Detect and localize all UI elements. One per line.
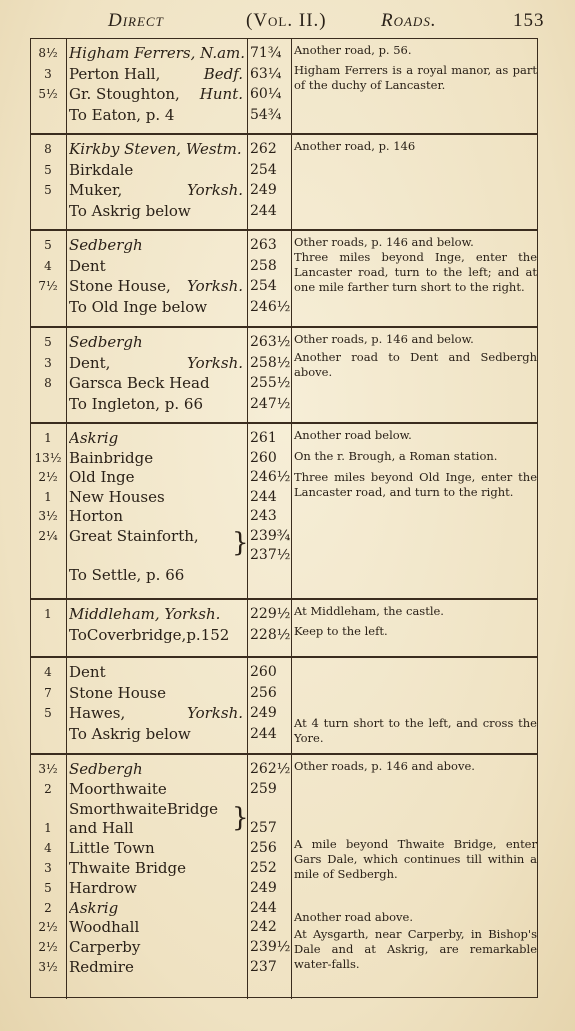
place-name bbox=[69, 105, 245, 125]
miles-from-london: 255½ bbox=[250, 375, 291, 391]
route-section bbox=[31, 231, 537, 328]
place-name bbox=[69, 662, 245, 682]
place-text: Moorthwaite bbox=[69, 779, 167, 798]
place-name bbox=[69, 394, 245, 414]
header-volume: (Vol. II.) bbox=[246, 10, 327, 31]
miles-from-london: 263 bbox=[250, 237, 277, 253]
running-header bbox=[100, 6, 548, 36]
route-section bbox=[31, 328, 537, 424]
route-section bbox=[31, 135, 537, 231]
stage-distance: 5 bbox=[44, 335, 52, 349]
miles-from-london: 262 bbox=[250, 141, 277, 157]
table-row bbox=[31, 662, 537, 682]
miles-from-london: 228½ bbox=[250, 626, 291, 643]
stage-distance: 4 bbox=[44, 665, 52, 679]
place-text: Middleham, Yorksh. bbox=[69, 605, 221, 623]
miles-from-london: 258½ bbox=[250, 354, 291, 371]
place-text: Higham Ferrers, N.am. bbox=[69, 44, 245, 62]
stage-distance: 5 bbox=[44, 706, 52, 720]
place-name bbox=[69, 565, 245, 585]
miles-from-london: 244 bbox=[250, 202, 277, 219]
stage-distance: 8½ bbox=[38, 46, 58, 60]
place-text: Carperby bbox=[69, 938, 141, 957]
stage-distance: 2½ bbox=[38, 920, 58, 935]
place-name bbox=[69, 84, 245, 104]
county-abbrev: Yorksh. bbox=[186, 704, 243, 722]
miles-from-london: 261 bbox=[250, 430, 277, 446]
stage-distance: 2 bbox=[44, 900, 52, 915]
stage-distance: 1 bbox=[44, 489, 52, 504]
route-note: Other roads, p. 146 and below. bbox=[294, 332, 474, 346]
route-note: Other roads, p. 146 and above. bbox=[294, 759, 475, 773]
miles-from-london: 239¾ bbox=[250, 527, 291, 544]
route-note: Three miles beyond Inge, enter the Lancaster road, turn to the left; and at one mile farther turn short to the right. bbox=[294, 250, 537, 294]
table-row bbox=[31, 545, 537, 565]
miles-from-london: 229½ bbox=[250, 606, 291, 622]
stage-distance: 2 bbox=[44, 781, 52, 796]
table-row bbox=[31, 201, 537, 221]
place-text: Muker, bbox=[69, 181, 123, 199]
place-name bbox=[69, 180, 245, 200]
stage-distance: 3 bbox=[44, 66, 52, 81]
stage-distance: 7 bbox=[44, 685, 52, 700]
place-text: Birkdale bbox=[69, 160, 134, 179]
place-text: Thwaite Bridge bbox=[69, 859, 186, 877]
stage-distance: 3½ bbox=[38, 762, 58, 776]
place-text: Stone House bbox=[69, 683, 166, 702]
route-note: Another road to Dent and Sedbergh above. bbox=[294, 350, 537, 379]
place-name bbox=[69, 625, 245, 645]
route-section bbox=[31, 39, 537, 135]
place-name bbox=[69, 373, 245, 393]
place-name bbox=[69, 917, 245, 937]
miles-from-london: 63¼ bbox=[250, 65, 282, 82]
place-name bbox=[69, 838, 245, 858]
place-text: Old Inge bbox=[69, 468, 135, 486]
stage-distance: 7½ bbox=[38, 279, 58, 293]
place-text: Hawes, bbox=[69, 704, 126, 722]
place-text: Stone House, bbox=[69, 277, 171, 295]
stage-distance: 1 bbox=[44, 431, 52, 445]
place-text: New Houses bbox=[69, 487, 165, 506]
route-section bbox=[31, 658, 537, 755]
place-name bbox=[69, 467, 245, 487]
miles-from-london: 249 bbox=[250, 705, 277, 721]
place-name bbox=[69, 818, 245, 838]
miles-from-london: 239½ bbox=[250, 939, 291, 956]
place-text: Great Stainforth, bbox=[69, 526, 199, 545]
table-row bbox=[31, 180, 537, 200]
place-text: Garsca Beck Head bbox=[69, 374, 210, 392]
place-name bbox=[69, 878, 245, 898]
stage-distance: 2¼ bbox=[38, 528, 58, 543]
place-text: To Old Inge below bbox=[69, 297, 208, 316]
place-text: SmorthwaiteBridge bbox=[69, 799, 218, 818]
place-name bbox=[69, 276, 245, 296]
route-section bbox=[31, 600, 537, 658]
miles-from-london: 244 bbox=[250, 725, 277, 742]
place-name bbox=[69, 487, 245, 507]
miles-from-london: 257 bbox=[250, 820, 277, 837]
place-text: Redmire bbox=[69, 958, 134, 976]
brace-mark: } bbox=[232, 802, 249, 833]
stage-distance: 4 bbox=[44, 841, 52, 856]
header-roads: Roads. bbox=[381, 10, 437, 31]
place-name bbox=[69, 759, 245, 779]
table-row bbox=[31, 683, 537, 703]
route-note: Keep to the left. bbox=[294, 624, 388, 638]
place-text: Bainbridge bbox=[69, 448, 154, 467]
county-abbrev: Bedf. bbox=[203, 64, 243, 83]
place-name bbox=[69, 683, 245, 703]
stage-distance: 3½ bbox=[38, 509, 58, 523]
place-text: Askrig bbox=[69, 898, 119, 917]
place-name bbox=[69, 957, 245, 977]
place-name bbox=[69, 428, 245, 448]
place-text: To Ingleton, p. 66 bbox=[69, 394, 203, 413]
miles-from-london: 260 bbox=[250, 449, 277, 466]
place-name bbox=[69, 779, 245, 799]
place-name bbox=[69, 332, 245, 352]
table-row bbox=[31, 799, 537, 819]
place-name bbox=[69, 448, 245, 468]
place-text: To Askrig below bbox=[69, 201, 191, 220]
place-text: Sedbergh bbox=[69, 760, 143, 778]
table-row bbox=[31, 297, 537, 317]
place-text: Woodhall bbox=[69, 918, 140, 937]
stage-distance: 5 bbox=[44, 162, 52, 177]
place-text: Dent, bbox=[69, 353, 111, 372]
miles-from-london: 263½ bbox=[250, 334, 291, 350]
miles-from-london: 244 bbox=[250, 899, 277, 916]
place-name bbox=[69, 353, 245, 373]
place-name bbox=[69, 64, 245, 84]
place-text: Askrig bbox=[69, 429, 119, 447]
place-text: Sedbergh bbox=[69, 236, 143, 254]
route-note: A mile beyond Thwaite Bridge, enter Gars Dale, which continues till within a mile of Sedbergh. bbox=[294, 837, 537, 881]
route-note: Another road, p. 56. bbox=[294, 43, 412, 57]
miles-from-london: 243 bbox=[250, 508, 277, 524]
page-number: 153 bbox=[513, 10, 545, 31]
place-name bbox=[69, 703, 245, 723]
place-text: Hardrow bbox=[69, 878, 137, 897]
place-name bbox=[69, 526, 245, 546]
place-name bbox=[69, 160, 245, 180]
place-text: Horton bbox=[69, 507, 124, 525]
miles-from-london: 247½ bbox=[250, 395, 291, 412]
route-note: On the r. Brough, a Roman station. bbox=[294, 449, 498, 463]
table-row bbox=[31, 526, 537, 546]
county-abbrev: Yorksh. bbox=[186, 353, 243, 372]
stage-distance: 5 bbox=[44, 880, 52, 895]
place-name bbox=[69, 297, 245, 317]
place-name bbox=[69, 724, 245, 744]
miles-from-london: 246½ bbox=[250, 469, 291, 485]
place-text: Sedbergh bbox=[69, 333, 143, 351]
stage-distance: 13½ bbox=[34, 450, 62, 465]
route-note: At Aysgarth, near Carperby, in Bishop's Dale and at Askrig, are remarkable water-falls. bbox=[294, 927, 537, 971]
place-text: Kirkby Steven, Westm. bbox=[69, 140, 242, 158]
place-name bbox=[69, 235, 245, 255]
miles-from-london: 252 bbox=[250, 860, 277, 876]
place-name bbox=[69, 256, 245, 276]
stage-distance: 8 bbox=[44, 142, 52, 156]
stage-distance: 2½ bbox=[38, 470, 58, 484]
place-name bbox=[69, 898, 245, 918]
place-name bbox=[69, 201, 245, 221]
route-note: Another road, p. 146 bbox=[294, 139, 416, 153]
place-name bbox=[69, 937, 245, 957]
miles-from-london: 244 bbox=[250, 488, 277, 505]
route-note: At 4 turn short to the left, and cross the Yore. bbox=[294, 716, 537, 745]
stage-distance: 3 bbox=[44, 861, 52, 875]
miles-from-london: 246½ bbox=[250, 298, 291, 315]
miles-from-london: 260 bbox=[250, 664, 277, 680]
place-name bbox=[69, 858, 245, 878]
miles-from-london: 249 bbox=[250, 182, 277, 198]
route-note: Three miles beyond Old Inge, enter the Lancaster road, and turn to the right. bbox=[294, 470, 537, 499]
county-abbrev: Yorksh. bbox=[186, 277, 243, 295]
miles-from-london: 237½ bbox=[250, 547, 291, 563]
route-note: Higham Ferrers is a royal manor, as part of the duchy of Lancaster. bbox=[294, 63, 537, 92]
miles-from-london: 254 bbox=[250, 278, 277, 294]
table-row bbox=[31, 779, 537, 799]
miles-from-london: 242 bbox=[250, 919, 277, 936]
miles-from-london: 258 bbox=[250, 257, 277, 274]
table-row bbox=[31, 506, 537, 526]
route-note: At Middleham, the castle. bbox=[294, 604, 444, 618]
stage-distance: 4 bbox=[44, 258, 52, 273]
stage-distance: 8 bbox=[44, 376, 52, 390]
place-name bbox=[69, 43, 245, 63]
place-text: To Eaton, p. 4 bbox=[69, 105, 175, 124]
place-text: and Hall bbox=[69, 819, 134, 838]
header-direct: Direct bbox=[108, 10, 164, 31]
stage-distance: 5½ bbox=[38, 87, 58, 101]
miles-from-london: 249 bbox=[250, 879, 277, 896]
table-row bbox=[31, 105, 537, 125]
county-abbrev: Hunt. bbox=[199, 85, 243, 103]
table-row bbox=[31, 818, 537, 838]
miles-from-london: 71¾ bbox=[250, 45, 282, 61]
route-note: Other roads, p. 146 and below. bbox=[294, 235, 474, 249]
place-text: Gr. Stoughton, bbox=[69, 85, 180, 103]
stage-distance: 1 bbox=[44, 607, 52, 621]
place-text: To Askrig below bbox=[69, 724, 191, 743]
stage-distance: 3½ bbox=[38, 960, 58, 974]
place-text: To Settle, p. 66 bbox=[69, 565, 185, 584]
miles-from-london: 54¾ bbox=[250, 106, 282, 123]
county-abbrev: Yorksh. bbox=[186, 181, 243, 199]
brace-mark: } bbox=[232, 527, 249, 558]
table-row bbox=[31, 565, 537, 585]
miles-from-london: 254 bbox=[250, 161, 277, 178]
route-section bbox=[31, 755, 537, 999]
miles-from-london: 237 bbox=[250, 959, 277, 975]
stage-distance: 2½ bbox=[38, 940, 58, 955]
route-section bbox=[31, 424, 537, 600]
stage-distance: 1 bbox=[44, 821, 52, 836]
miles-from-london: 262½ bbox=[250, 761, 291, 777]
place-name bbox=[69, 604, 245, 624]
place-name bbox=[69, 506, 245, 526]
place-text: Little Town bbox=[69, 839, 155, 858]
stage-distance: 3 bbox=[44, 355, 52, 370]
miles-from-london: 256 bbox=[250, 840, 277, 857]
place-text: Perton Hall, bbox=[69, 64, 161, 83]
table-row bbox=[31, 394, 537, 414]
place-name bbox=[69, 139, 245, 159]
miles-from-london: 259 bbox=[250, 780, 277, 797]
stage-distance: 5 bbox=[44, 238, 52, 252]
miles-from-london: 256 bbox=[250, 684, 277, 701]
table-row bbox=[31, 160, 537, 180]
stage-distance: 5 bbox=[44, 183, 52, 197]
place-text: Dent bbox=[69, 256, 106, 275]
place-text: Dent bbox=[69, 663, 106, 681]
place-name bbox=[69, 799, 245, 819]
route-note: Another road below. bbox=[294, 428, 412, 442]
miles-from-london: 60¼ bbox=[250, 86, 282, 102]
road-table bbox=[30, 38, 538, 998]
place-text: ToCoverbridge,p.152 bbox=[69, 625, 230, 644]
route-note: Another road above. bbox=[294, 910, 414, 924]
